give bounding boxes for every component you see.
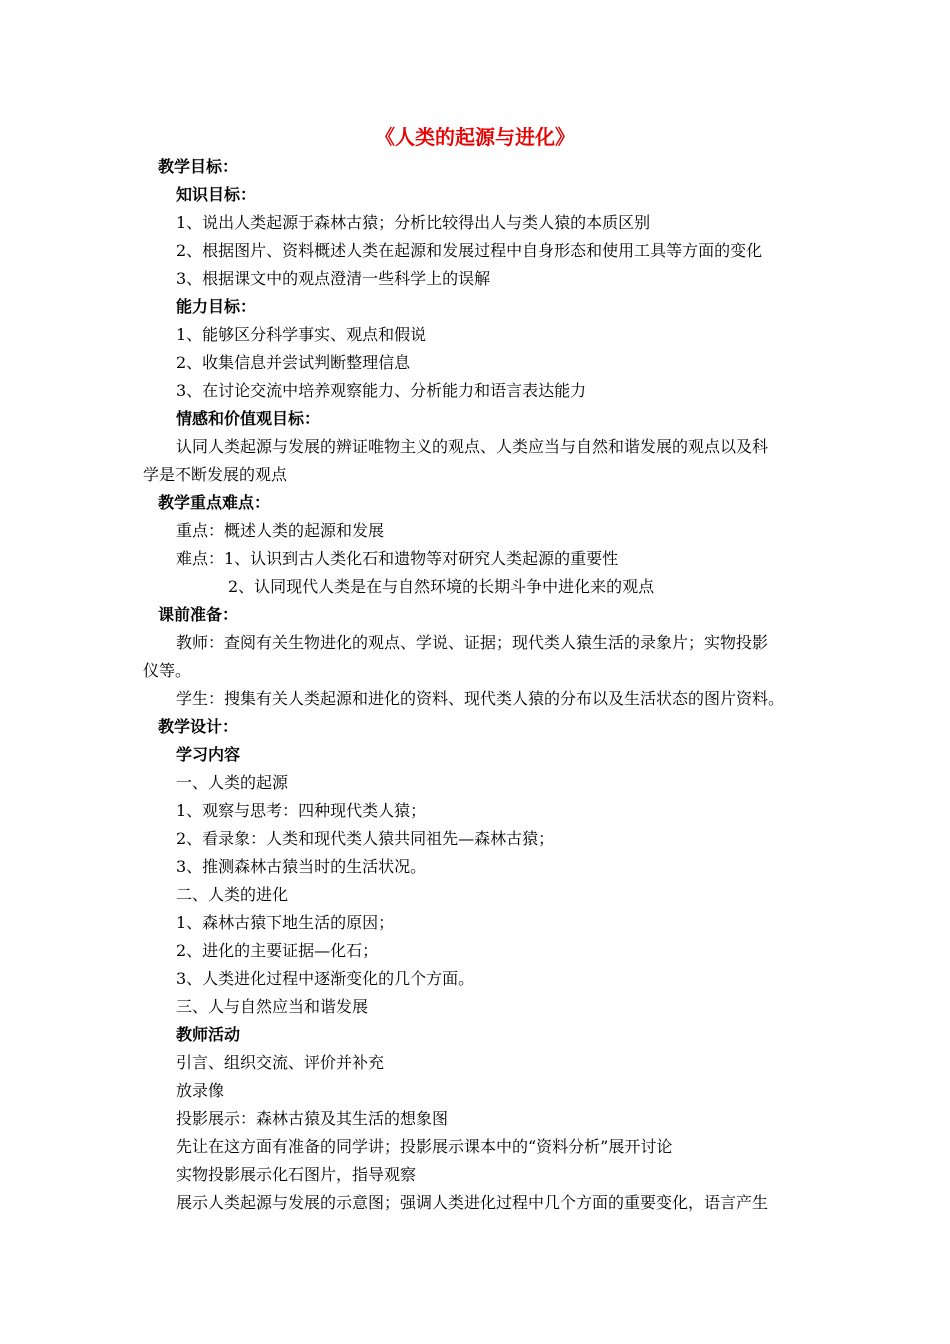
text-line: 2、看录象：人类和现代类人猿共同祖先—森林古猿；	[176, 829, 555, 848]
subheading-teacher-activity: 教师活动	[176, 1025, 241, 1044]
text-line: 2、认同现代人类是在与自然环境的长期斗争中进化来的观点	[228, 577, 655, 596]
text-line: 引言、组织交流、评价并补充	[176, 1053, 385, 1072]
text-line: 二、人类的进化	[176, 885, 289, 904]
text-line: 3、推测森林古猿当时的生活状况。	[176, 857, 427, 876]
text-line: 难点：1、认识到古人类化石和遗物等对研究人类起源的重要性	[176, 549, 619, 568]
text-line: 学生：搜集有关人类起源和进化的资料、现代类人猿的分布以及生活状态的图片资料。	[176, 689, 785, 708]
subheading-emotion-goals: 情感和价值观目标：	[176, 409, 321, 428]
text-line: 仪等。	[143, 661, 192, 680]
subheading-learning-content: 学习内容	[176, 745, 241, 764]
text-line: 1、森林古猿下地生活的原因；	[176, 913, 395, 932]
text-line: 放录像	[176, 1081, 225, 1100]
text-line: 投影展示：森林古猿及其生活的想象图	[176, 1109, 449, 1128]
text-line: 2、收集信息并尝试判断整理信息	[176, 353, 411, 372]
text-line: 实物投影展示化石图片，指导观察	[176, 1165, 417, 1184]
text-line: 2、根据图片、资料概述人类在起源和发展过程中自身形态和使用工具等方面的变化	[176, 241, 763, 260]
heading-teaching-goals: 教学目标：	[158, 157, 239, 176]
text-line: 3、在讨论交流中培养观察能力、分析能力和语言表达能力	[176, 381, 587, 400]
text-line: 一、人类的起源	[176, 773, 289, 792]
text-line: 教师：查阅有关生物进化的观点、学说、证据；现代类人猿生活的录象片；实物投影	[176, 633, 769, 652]
text-line: 1、观察与思考：四种现代类人猿；	[176, 801, 427, 820]
heading-key-points: 教学重点难点：	[158, 493, 271, 512]
text-line: 3、根据课文中的观点澄清一些科学上的误解	[176, 269, 491, 288]
subheading-ability-goals: 能力目标：	[176, 297, 257, 316]
text-line: 先让在这方面有准备的同学讲；投影展示课本中的“资料分析”展开讨论	[176, 1137, 673, 1156]
text-line: 2、进化的主要证据—化石；	[176, 941, 379, 960]
text-line: 学是不断发展的观点	[143, 465, 288, 484]
text-line: 1、能够区分科学事实、观点和假说	[176, 325, 427, 344]
text-line: 三、人与自然应当和谐发展	[176, 997, 369, 1016]
text-line: 1、说出人类起源于森林古猿；分析比较得出人与类人猿的本质区别	[176, 213, 651, 232]
text-line: 展示人类起源与发展的示意图；强调人类进化过程中几个方面的重要变化，语言产生	[176, 1193, 769, 1212]
heading-preparation: 课前准备：	[158, 605, 239, 624]
document-title: 《人类的起源与进化》	[375, 125, 575, 149]
text-line: 3、人类进化过程中逐渐变化的几个方面。	[176, 969, 475, 988]
text-line: 认同人类起源与发展的辨证唯物主义的观点、人类应当与自然和谐发展的观点以及科	[176, 437, 769, 456]
text-line: 重点：概述人类的起源和发展	[176, 521, 385, 540]
subheading-knowledge-goals: 知识目标：	[176, 185, 257, 204]
heading-teaching-design: 教学设计：	[158, 717, 239, 736]
